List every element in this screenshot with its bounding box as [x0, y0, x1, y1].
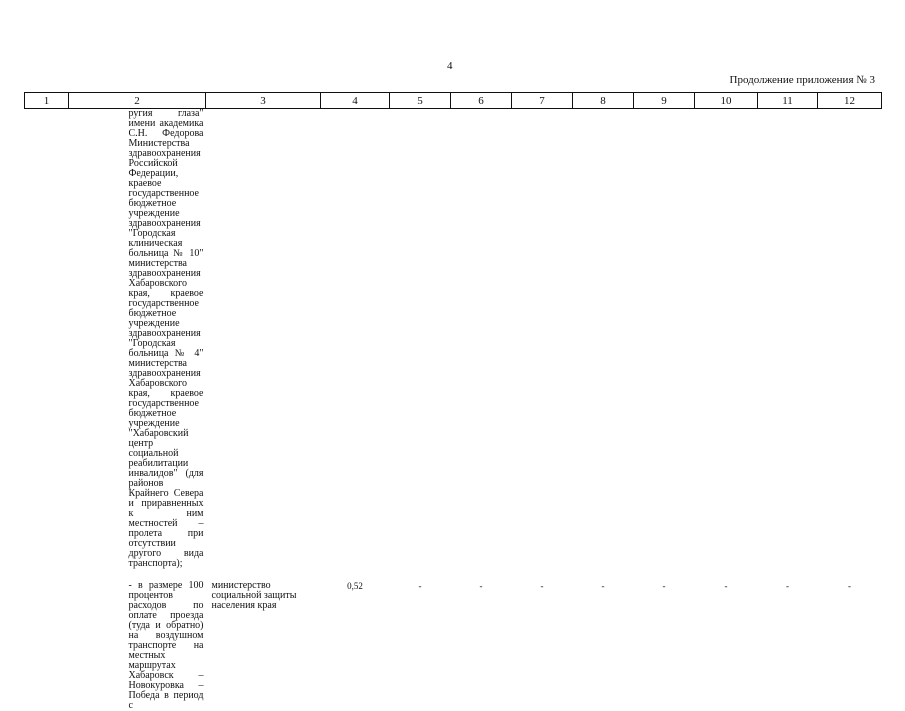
column-header: 4	[321, 93, 390, 109]
value-cell: -	[724, 581, 728, 591]
column-header: 2	[69, 93, 206, 109]
table-row	[25, 109, 882, 570]
column-header: 5	[390, 93, 451, 109]
column-header: 9	[634, 93, 695, 109]
column-header: 6	[451, 93, 512, 109]
recipient-institutions-cell: ругия глаза" имени академика С.Н. Федорова Министерства здравоохранения Российской Федерации, краевое государственное бюджетное учреждение здравоохранения "Городская клиническая больница № 10" министерства здравоохранения Хабаровского края, краевое государственное бюджетное учреждение здравоохранения "Городская больница № 4" министерства здравоохранения Хабаровского края, краевое государственное бюджетное учреждение "Хабаровский центр социальной реабилитации инвалидов" (для районов Крайнего Севера и приравненных к ним местностей – пролета при отсутствии другого вида транспорта);	[128, 108, 204, 569]
value-cell: -	[662, 581, 666, 591]
column-header: 1	[25, 93, 69, 109]
column-header: 8	[573, 93, 634, 109]
continuation-label: Продолжение приложения № 3	[729, 74, 875, 86]
column-header: 7	[512, 93, 573, 109]
value-cell: -	[540, 581, 544, 591]
appendix-table	[24, 92, 882, 711]
value-cell: -	[786, 581, 789, 591]
amount-cell: 0,52	[347, 581, 363, 591]
column-header: 10	[695, 93, 758, 109]
executor-cell: министерство социальной защиты населения края	[211, 580, 297, 611]
value-cell: -	[418, 581, 422, 591]
value-cell: -	[479, 581, 483, 591]
column-header: 11	[758, 93, 818, 109]
value-cell: -	[848, 581, 851, 591]
column-header: 12	[818, 93, 882, 109]
measure-description-cell: - в размере 100 процентов расходов по оплате проезда (туда и обратно) на воздушном транспорте на местных маршрутах Хабаровск – Новокуровка – Победа в период с	[128, 580, 204, 711]
column-header: 3	[206, 93, 321, 109]
value-cell: -	[601, 581, 605, 591]
table-row	[25, 581, 882, 711]
page-number: 4	[447, 60, 453, 72]
column-number-row	[25, 93, 882, 109]
